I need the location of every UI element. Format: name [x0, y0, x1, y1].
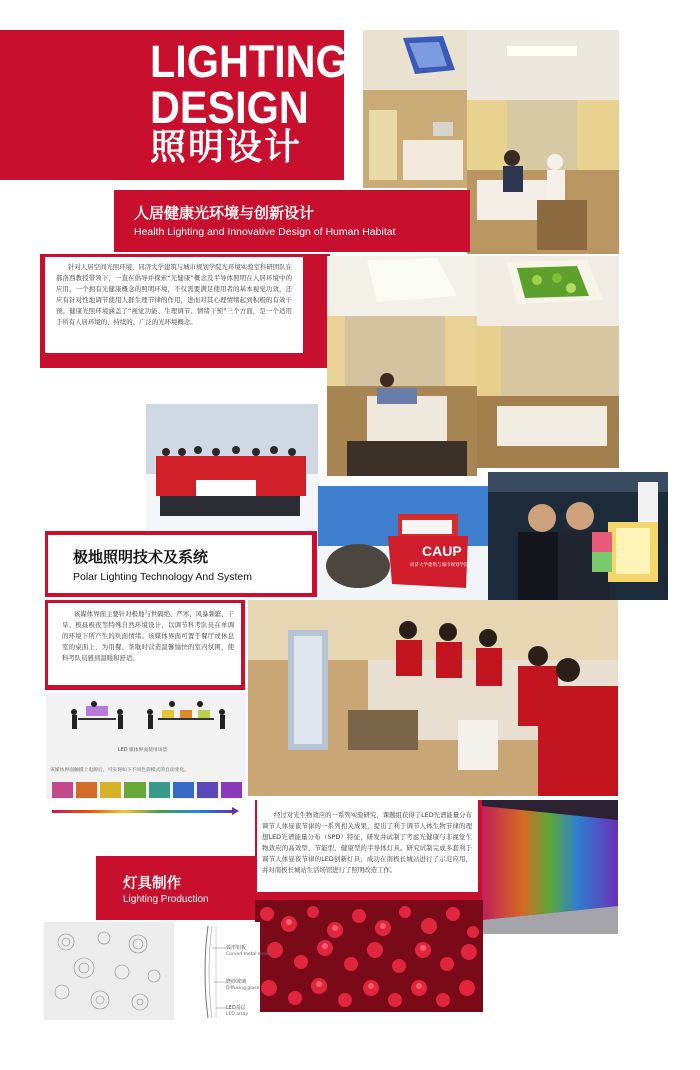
section3-title-en: Lighting Production: [123, 894, 209, 905]
diagram-label-2: 该媒体界面触摸上电源后，可实现如下不同色彩模式的自动变化。: [50, 768, 190, 773]
color-swatches: [52, 782, 242, 798]
diagram-lamp-section: [180, 922, 260, 1020]
section1-title-en: Health Lighting and Innovative Design of Human Habitat: [134, 226, 396, 238]
section2-body-text: 该媒体界面主要针对极地与世隔绝、严寒、风暴频繁、干旱、极昼极夜等特殊自然环境设计，以调节科考队员在单调的环境下所产生的负面情绪。该媒体界面可置于餐厅或休息室的桌面上，为用餐、茶歇时营造温馨愉快的室内氛围，使科考队员感到温暖和舒适。: [62, 610, 234, 662]
diagram-scene-2: [142, 700, 230, 736]
lamp-label-3-cn: LED基层: [226, 1005, 246, 1011]
section3-title-cn: 灯具制作: [123, 876, 181, 892]
section3-body-text: 经过对光生物效应的一系列实验研究，课题组获得了LED光谱能量分布调节人体昼夜节律的一系列相关成果，提出了利于调节人体生物节律的理想LED光谱能量分布（SPD）特征，研发并试制了考虑光健康与非视觉生物效应的高效型、节能型、健康型的半导体灯具。研究试制完成多套利于调节人体昼夜节律的LED创新灯具，成功在南极长城站进行了示范应用，并对南极长城站生活场馆进行了照明改造工作。: [262, 811, 472, 874]
section2-title-en: Polar Lighting Technology And System: [73, 571, 253, 583]
lamp-label-1-en: Curved metal sheet: [226, 952, 271, 957]
lamp-label-3-en: LED array: [226, 1012, 249, 1017]
photo-patient-bed: [327, 256, 477, 476]
photo-researchers-lamp: [488, 472, 668, 600]
title-cn: 照明设计: [150, 127, 303, 168]
title-design: DESIGN: [150, 82, 309, 133]
swatch-7: [197, 782, 218, 798]
photo-doctor-patient: [467, 30, 619, 254]
swatch-6: [173, 782, 194, 798]
photo-grape-lamp-bed: [477, 256, 619, 468]
photo-polar-team: [146, 404, 318, 530]
banner-sub: 同济大学建筑与城市规划学院: [410, 563, 469, 568]
title-lighting: LIGHTING: [150, 36, 348, 87]
photo-team-sofa: [248, 600, 618, 796]
swatch-2: [76, 782, 97, 798]
swatch-8: [221, 782, 242, 798]
section2-title-cn: 极地照明技术及系统: [73, 548, 209, 566]
swatch-5: [149, 782, 170, 798]
lamp-label-2-en: Diffusing glass: [226, 986, 259, 991]
swatch-1: [52, 782, 73, 798]
section1-title-cn: 人居健康光环境与创新设计: [134, 204, 315, 222]
photo-led-wall: [482, 800, 618, 934]
photo-ceiling-light-room: [363, 30, 467, 188]
diagram-label-1: LED 媒体界面使用场景: [118, 748, 168, 753]
spectrum-bar: [52, 810, 232, 813]
photo-snow-banner: [318, 486, 488, 600]
lamp-label-1-cn: 弧形铝板: [226, 945, 247, 951]
photo-red-led-panel: [255, 900, 483, 1012]
swatch-4: [124, 782, 145, 798]
lamp-label-2-cn: 磨砂玻璃: [226, 979, 247, 985]
diagram-lamp-panel-drawing: [44, 922, 174, 1020]
section1-body-text: 针对人居空间光照环境，同济大学建筑与城市规划学院光环境实验室科研团队在郝洛西教授带领下，一直在倡导并探索“光健康”概念及半导体照明在人居环境中的应用。一个拥有光健康概念的照明环境，不仅需要满足使用者的基本视觉功效，还应有针对性地调节使用人群生理节律的作用，进而对其心理情绪起到积极的有效干预。健康光照环境涵盖了“视觉功能、生理调节、情绪干预”三个方面，是一个适用于所有人居环境的、持续的、广泛的光环境概念。: [56, 263, 292, 326]
diagram-scene-1: [64, 700, 130, 736]
banner-text: CAUP: [422, 543, 462, 559]
spectrum-arrow-icon: [232, 807, 239, 815]
swatch-3: [100, 782, 121, 798]
